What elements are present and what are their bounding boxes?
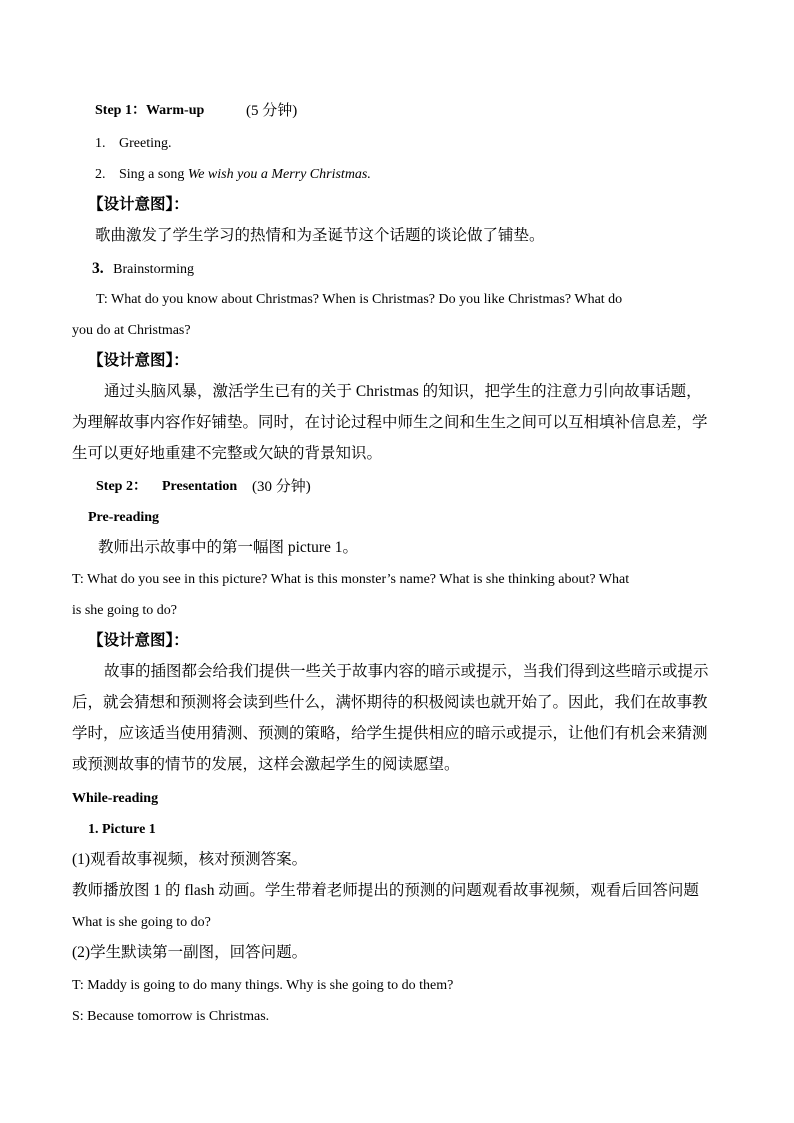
song-title: We wish you a Merry Christmas. [187,167,371,182]
list-text: Brainstorming [113,262,195,277]
step2-label: Step 2： [96,479,147,494]
sub-step-2: (2)学生默读第一副图，回答问题。 [72,944,308,961]
sub-step-1-question: What is she going to do? [72,915,211,930]
design-intent-text-1: 歌曲激发了学生学习的热情和为圣诞节这个话题的谈论做了铺垫。 [95,227,545,244]
design-intent-heading-2: 【设计意图】： [88,352,189,369]
step1-label: Step 1：Warm-up [95,103,205,118]
picture-1-heading: 1. Picture 1 [88,822,156,837]
list-item-1 [95,134,171,154]
design-intent-text-2-line-3: 生可以更好地重建不完整或欠缺的背景知识。 [72,445,383,462]
design-intent-text-3-line-1: 故事的插图都会给我们提供一些关于故事内容的暗示或提示，当我们得到这些暗示或提示 [104,663,709,680]
list-text: Greeting. [119,136,172,151]
design-intent-text-3-line-3: 学时，应该适当使用猜测、预测的策略，给学生提供相应的暗示或提示，让他们有机会来猜测 [72,725,708,742]
step1-heading [95,101,204,121]
step2-title: Presentation [162,479,238,494]
list-item-3 [92,259,194,280]
pre-reading-heading: Pre-reading [88,510,160,525]
teacher-question-line-1: T: What do you see in this picture? What is this monster’s name? What is she thinking about? What [72,572,630,587]
teacher-line: T: Maddy is going to do many things. Why is she going to do them? [72,978,454,993]
list-number: 1. [95,136,106,151]
sub-step-1-description: 教师播放图 1 的 flash 动画。学生带着老师提出的预测的问题观看故事视频，观看后回答问题 [72,882,699,899]
text: T: What do you know about Christmas? When is Christmas? Do you like Christmas? What do [96,292,623,307]
while-reading-heading: While-reading [72,791,159,806]
question-line-1 [96,290,722,310]
list-number: 3. [92,260,104,277]
design-intent-text-3-line-2: 后，就会猜想和预测将会读到些什么，满怀期待的积极阅读也就开始了。因此，我们在故事教 [72,694,708,711]
teacher-question-line-2: is she going to do? [72,603,177,618]
list-item-2 [95,165,371,185]
step1-time: (5 分钟) [246,103,298,119]
design-intent-heading-1: 【设计意图】： [88,196,189,213]
design-intent-heading-3: 【设计意图】： [88,632,189,649]
design-intent-text-2-line-2: 为理解故事内容作好铺垫。同时，在讨论过程中师生之间和生生之间可以互相填补信息差，学 [72,414,708,431]
design-intent-text-3-line-4: 或预测故事的情节的发展，这样会激起学生的阅读愿望。 [72,756,460,773]
list-number: 2. [95,167,106,182]
student-line: S: Because tomorrow is Christmas. [72,1009,270,1024]
question-line-2: you do at Christmas? [72,323,191,338]
picture-intro: 教师出示故事中的第一幅图 picture 1。 [98,539,359,556]
step2-time: (30 分钟) [252,479,311,495]
list-text: Sing a song [119,167,188,182]
design-intent-text-2-line-1: 通过头脑风暴，激活学生已有的关于 Christmas 的知识，把学生的注意力引向故事话题， [104,383,702,400]
sub-step-1: (1)观看故事视频，核对预测答案。 [72,851,308,868]
